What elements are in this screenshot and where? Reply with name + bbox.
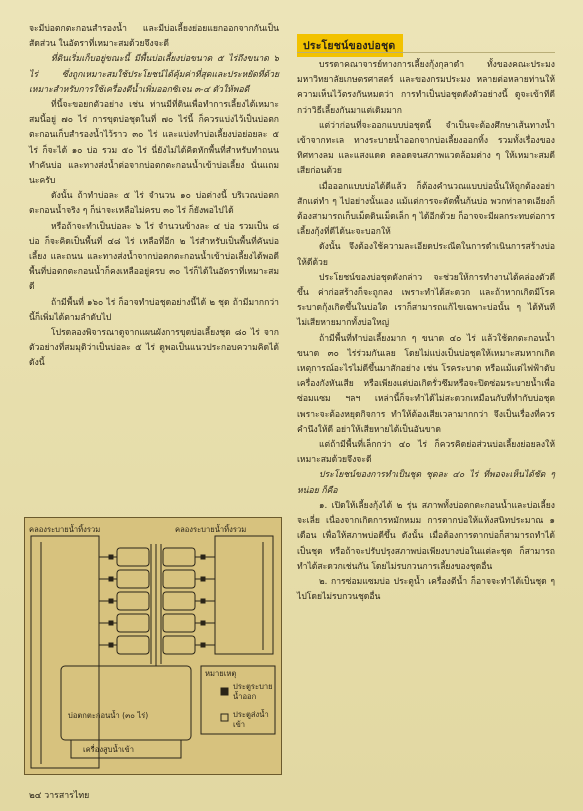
left-paragraph-6: ถ้ามีพื้นที่ ๑๖๐ ไร่ ก็อาจทำบ่อชุดอย่างนี้ได้ ๒ ชุด ถ้ามีมากกว่านี้ก็เพิ่มได้ตามลำดับไป <box>29 297 279 323</box>
legend-inlet-label: ประตูส่งน้ำเข้า <box>233 710 269 729</box>
outlet-gate-marker <box>201 599 205 603</box>
grow-out-pond <box>117 570 149 588</box>
outlet-gate-marker <box>109 555 113 559</box>
outlet-gate-marker <box>109 621 113 625</box>
grow-out-pond <box>163 614 195 632</box>
outlet-gate-marker <box>201 643 205 647</box>
settling-pond <box>61 666 191 740</box>
right-paragraph-10: ๒. การซ่อมแซมบ่อ ประตูน้ำ เครื่องตีน้ำ ก็อาจจะทำได้เป็นชุด ๆ ไปโดยไม่รบกวนชุดอื่น <box>297 576 555 603</box>
left-paragraph-7: โปรดลองพิจารณาดูจากแผนผังการขุดบ่อเลี้ยงชุด ๘๐ ไร่ จากตัวอย่างที่สมมุติว่าเป็นบ่อละ ๕ ไร่ ดูพอเป็นแนวประกอบความคิดได้ดังนี้ <box>29 328 279 369</box>
grow-out-pond <box>163 548 195 566</box>
left-paragraph-4: ดังนั้น ถ้าทำบ่อละ ๕ ไร่ จำนวน ๑๐ บ่อต่างนี้ บริเวณบ่อตกตะกอนน้ำจริง ๆ ก็น่าจะเหลือไม่ครบ ๓๐ ไร่ ก็ยังพอไปได้ <box>29 191 279 217</box>
outlet-gate-marker <box>109 577 113 581</box>
right-paragraph-5: ประโยชน์ของบ่อชุดดังกล่าว จะช่วยให้การทำงานได้คล่องตัวดีขึ้น ค่าก่อสร้างก็จะถูกลง เพราะทำได้สะดวก และถ้าหากเกิดมีโรคระบาดกุ้งเกิดขึ้นในบ่อใด เราก็สามารถแก้ไขเฉพาะบ่อนั้น ๆ ได้ทันที ไม่เสียหายมากทั้งบ่อใหญ่ <box>297 272 555 329</box>
right-paragraph-3: เมื่อออกแบบบ่อได้ดีแล้ว ก็ต้องคำนวณแบบบ่อนั้นให้ถูกต้องอย่าสักแต่ทำ ๆ ไปอย่างนั้นเอง แม้แต่การจะตัดพื้นก้นบ่อ พวกท่าลาดเอียงก็ต้องสามารถเก็บเม็ดดินเม็ดเล็ก ๆ ได้อีกด้วย ก็อาจจะมีผลกระทบต่อการเลี้ยงกุ้งที่ดีได้นะจะบอกให้ <box>297 181 555 238</box>
right-paragraph-4: ดังนั้น จึงต้องใช้ความละเอียดประณีตในการดำเนินการสร้างบ่อให้ดีด้วย <box>297 242 555 268</box>
canal-right <box>215 536 273 654</box>
canal-left-label: คลองระบายน้ำทิ้งรวม <box>29 525 101 534</box>
page-footer: ๒๔ วารสารไทย <box>29 791 90 801</box>
outlet-gate-marker <box>201 577 205 581</box>
heading-divider <box>297 52 555 53</box>
canal-right-label: คลองระบายน้ำทิ้งรวม <box>175 525 247 534</box>
left-paragraph-5: หรือถ้าจะทำเป็นบ่อละ ๖ ไร่ จำนวนข้างละ ๔ บ่อ รวมเป็น ๘ บ่อ ก็จะคิดเป็นพื้นที่ ๔๘ ไร่ เหลือที่อีก ๒ ไร่สำหรับเป็นพื้นที่คันบ่อเลี้ยง และถนน และทางส่งน้ำจากบ่อตกตะกอนน้ำเข้าบ่อเลี้ยงได้พอดี พื้นที่บ่อตกตะกอนน้ำก็คงเหลืออยู่ครบ ๓๐ ไร่ก็ได้ในอัตราที่เหมาะสมดี <box>29 221 279 293</box>
grow-out-pond <box>117 614 149 632</box>
right-paragraph-7: แต่ถ้ามีพื้นที่เล็กกว่า ๔๐ ไร่ ก็ควรคิดย่อส่วนบ่อเลี้ยงย่อยลงให้เหมาะสมด้วยจึงจะดี <box>297 440 555 466</box>
right-paragraph-2: แต่ว่าก่อนที่จะออกแบบบ่อชุดนี้ จำเป็นจะต้องศึกษาเส้นทางน้ำเข้าจากทะเล ทางระบายน้ำออกจากบ่อเลี้ยงออกทิ้ง รวมทั้งเรื่องของทิศทางลม และแสงแดด ตลอดจนสภาพแวดล้อมต่าง ๆ ให้เหมาะสมดีเสียก่อนด้วย <box>297 120 555 177</box>
legend-title: หมายเหตุ <box>205 669 237 678</box>
outlet-gate-marker <box>109 599 113 603</box>
grow-out-pond <box>117 636 149 654</box>
settling-pond-label: บ่อตกตะกอนน้ำ (๓๐ ไร่) <box>68 711 149 720</box>
right-column <box>297 58 555 605</box>
right-paragraph-1: บรรดาคณาจารย์ทางการเลี้ยงกุ้งกุลาดำ ทั้งของคณะประมง มหาวิทยาลัยเกษตรศาสตร์ และของกรมประมง หลายต่อหลายท่านให้ความเห็นไว้ตรงกันหมดว่า การทำเป็นบ่อชุดดังตัวอย่างนี้ ดูจะเข้าทีดีกว่าวิธีเลี้ยงกันมาแต่เดิมมาก <box>297 60 555 116</box>
outlet-gate-marker <box>201 621 205 625</box>
section-heading: ประโยชน์ของบ่อชุด <box>297 34 403 57</box>
right-paragraph-8: ประโยชน์ของการทำเป็นชุด ชุดละ ๔๐ ไร่ ที่พอจะเห็นได้ชัด ๆ หน่อย ก็คือ <box>297 470 555 496</box>
left-paragraph-1: จะมีบ่อตกตะกอนสำรองน้ำ และมีบ่อเลี้ยงย่อยแยกออกจากกันเป็นสัดส่วน ในอัตราที่เหมาะสมด้วยจึงจะดี <box>29 24 279 50</box>
legend-gate-label: ประตูระบายน้ำออก <box>233 682 273 701</box>
grow-out-pond <box>163 636 195 654</box>
grow-out-pond <box>163 570 195 588</box>
legend-gate-symbol <box>221 688 228 695</box>
left-paragraph-2: ที่ดินเริ่มเก็บอยู่ขณะนี้ มีพื้นบ่อเลี้ยงบ่อขนาด ๕ ไร่ถึงขนาด ๖ ไร่ ซึ่งถูกเหมาะสมใช้ประโยชน์ได้คุ้มค่าที่สุดและประหยัดที่ด้วย เหมาะสำหรับการใช้เครื่องตีน้ำเพิ่มออกซิเจน ๓-๔ ตัวให้พอดี <box>29 54 279 95</box>
legend-inlet-symbol <box>221 714 228 721</box>
left-paragraph-3: ที่นี้จะขอยกตัวอย่าง เช่น ท่านมีที่ดินเพื่อทำการเลี้ยงได้เหมาะสมนี้อยู่ ๗๐ ไร่ การขุดบ่อชุดในที่ ๗๐ ไร่นี้ ก็ควรแบ่งไว้เป็นบ่อตกตะกอนเก็บสำรองน้ำไว้ราว ๓๐ ไร่ และแบ่งทำบ่อเลี้ยงบ่อย่อยละ ๕ ไร่ ก็จะได้ ๑๐ บ่อ รวม ๕๐ ไร่ นี่ยังไม่ได้คิดหักพื้นที่สำหรับทำถนน ทำคันบ่อ และทางส่งน้ำต่อจากบ่อตกตะกอนน้ำเข้าบ่อเลี้ยง นั่นแถมนะครับ <box>29 100 279 187</box>
left-column <box>29 22 279 372</box>
right-paragraph-6: ถ้ามีพื้นที่ทำบ่อเลี้ยงมาก ๆ ขนาด ๔๐ ไร่ แล้วใช้ตกตะกอนน้ำขนาด ๓๐ ไร่ร่วมกันเลย โดยไม่แบ่งเป็นบ่อชุดให้เหมาะสมหากเกิดเหตุการณ์อะไรไม่ดีขึ้นมาสักอย่าง เช่น โรคระบาด หรือแม้แต่ไฟฟ้าดับ เครื่องกังหันเสีย หรือเพียงแต่บ่อเกิดรั่วซึมหรือจะปิดซ่อมระบายน้ำเพื่อซ่อมแซม ฯลฯ เหล่านี้ก็จะทำได้ไม่สะดวกเหมือนกับที่ทำกับบ่อชุด เพราะจะต้องหยุดกิจการ ทำให้ต้องเสียเวลามากกว่า จึงเป็นเรื่องที่ควรคำนึงให้ดี อย่าให้เสียหายได้เป็นอันขาด <box>297 333 555 435</box>
pond-layout-svg <box>25 518 280 773</box>
outlet-gate-marker <box>201 555 205 559</box>
grow-out-pond <box>117 592 149 610</box>
pond-layout-diagram <box>24 517 282 775</box>
pump-label: เครื่องสูบน้ำเข้า <box>83 745 134 754</box>
grow-out-pond <box>117 548 149 566</box>
right-paragraph-9: ๑. เปิดให้เลี้ยงกุ้งได้ ๒ รุ่น สภาพทั้งบ่อตกตะกอนน้ำและบ่อเลี้ยงจะเลี่ย เนื่องจากเกิดการหมักหมม การตากบ่อให้แห้งสนิทประมาณ ๑ เดือน เพื่อให้สภาพบ่อดีขึ้น ดังนั้น เมื่อต้องการตากบ่อก็สามารถทำได้เป็นชุด หรือถ้าจะปรับปรุงสภาพบ่อเพียงบางบ่อในแต่ละชุด ก็สามารถทำได้สะดวกเช่นกัน โดยไม่รบกวนการเลี้ยงของชุดอื่น <box>297 500 555 572</box>
grow-out-pond <box>163 592 195 610</box>
outlet-gate-marker <box>109 643 113 647</box>
